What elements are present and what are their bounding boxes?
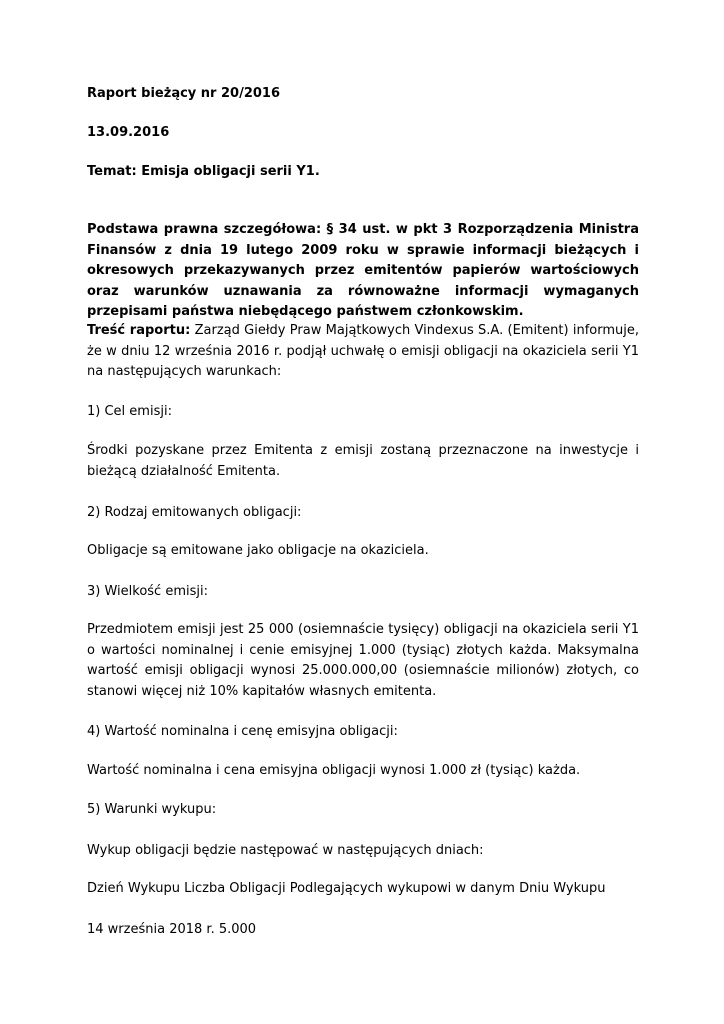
buyback-table-header: Dzień Wykupu Liczba Obligacji Podlegających wykupowi w danym Dniu Wykupu	[87, 881, 606, 896]
report-number: Raport bieżący nr 20/2016	[87, 86, 281, 101]
section-3-heading: 3) Wielkość emisji:	[87, 584, 208, 599]
report-date: 13.09.2016	[87, 125, 170, 140]
report-subject: Temat: Emisja obligacji serii Y1.	[87, 164, 320, 179]
buyback-table-row: 14 września 2018 r. 5.000	[87, 922, 257, 937]
report-content-label: Treść raportu:	[87, 323, 191, 338]
report-content-paragraph	[87, 321, 639, 383]
section-4-heading: 4) Wartość nominalna i cenę emisyjna obligacji:	[87, 724, 398, 739]
section-1-heading: 1) Cel emisji:	[87, 404, 172, 419]
section-2-heading: 2) Rodzaj emitowanych obligacji:	[87, 505, 302, 520]
section-5-heading: 5) Warunki wykupu:	[87, 802, 217, 817]
section-4-text: Wartość nominalna i cena emisyjna obligacji wynosi 1.000 zł (tysiąc) każda.	[87, 763, 581, 778]
legal-basis-paragraph: Podstawa prawna szczegółowa: § 34 ust. w pkt 3 Rozporządzenia Ministra Finansów z dnia 19 lutego 2009 roku w sprawie informacji bieżących i okresowych przekazywanych przez emitentów papierów wartościowych oraz warunków uznawania za równoważne informacji wymaganych przepisami państwa niebędącego państwem członkowskim.	[87, 222, 639, 319]
section-1-text: Środki pozyskane przez Emitenta z emisji zostaną przeznaczone na inwestycje i bieżącą działalność Emitenta.	[87, 443, 639, 479]
section-2-text: Obligacje są emitowane jako obligacje na okaziciela.	[87, 543, 429, 558]
section-5-text: Wykup obligacji będzie następować w następujących dniach:	[87, 843, 484, 858]
report-content-text: Zarząd Giełdy Praw Majątkowych Vindexus S.A. (Emitent) informuje, że w dniu 12 września 2016 r. podjął uchwałę o emisji obligacji na okaziciela serii Y1 na następujących warunkach:	[87, 323, 640, 379]
section-3-text: Przedmiotem emisji jest 25 000 (osiemnaście tysięcy) obligacji na okaziciela serii Y1 o wartości nominalnej i cenie emisyjnej 1.000 (tysiąc) złotych każda. Maksymalna wartość emisji obligacji wynosi 25.000.000,00 (osiemnaście milionów) złotych, co stanowi więcej niż 10% kapitałów własnych emitenta.	[87, 622, 639, 699]
